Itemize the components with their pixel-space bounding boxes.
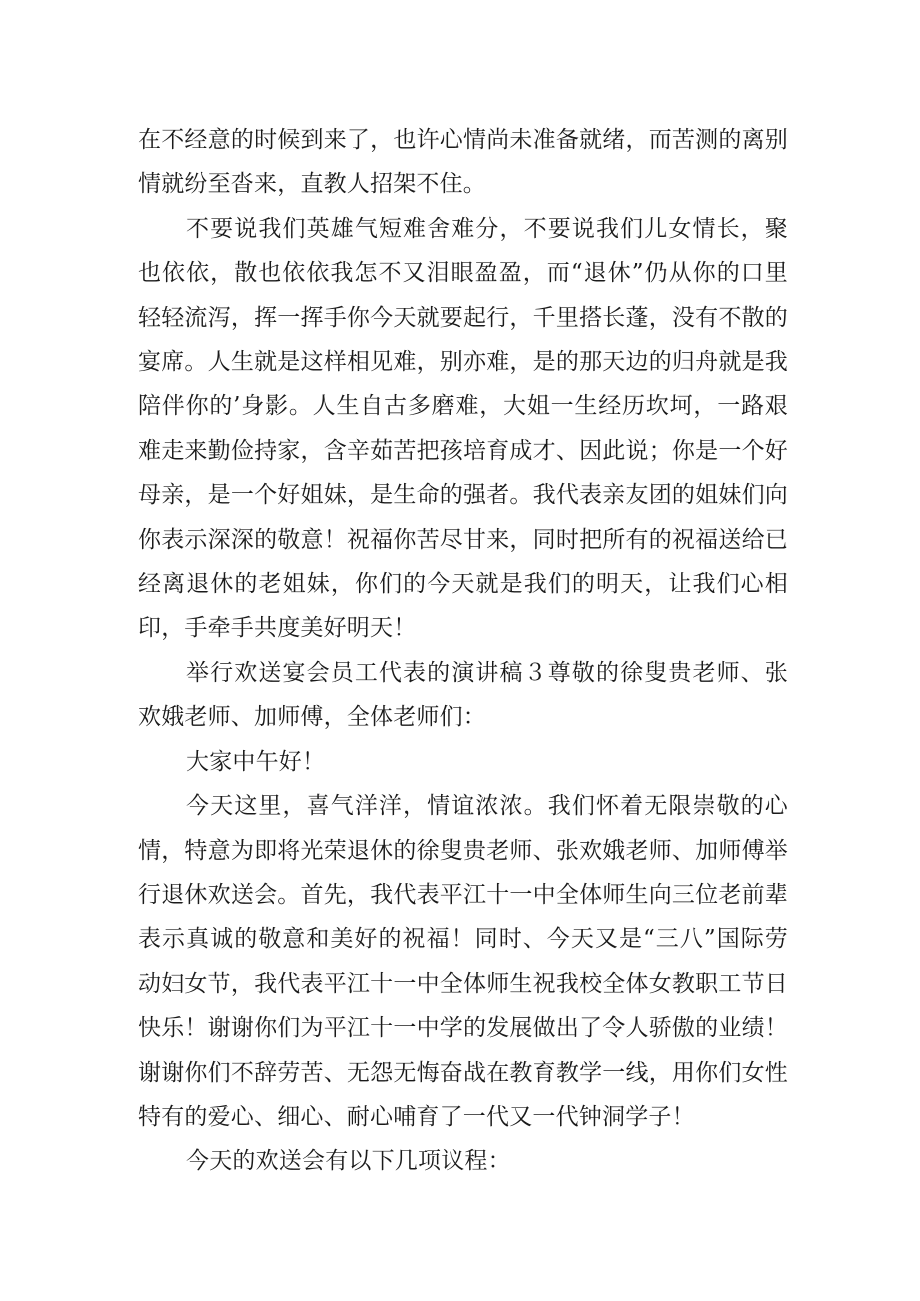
paragraph-speech-body: 今天这里，喜气洋洋，情谊浓浓。我们怀着无限崇敬的心情，特意为即将光荣退休的徐叟贵老师、张欢娥老师、加师傅举行退休欢送会。首先，我代表平江十一中全体师生向三位老前辈表示真诚的敬意和美好的祝福！同时、今天又是“三八”国际劳动妇女节，我代表平江十一中全体师生祝我校全体女教职工节日快乐！谢谢你们为平江十一中学的发展做出了令人骄傲的业绩！谢谢你们不辞劳苦、无怨无悔奋战在教育教学一线，用你们女性特有的爱心、细心、耐心哺育了一代又一代钟洞学子！ [138,793,788,1130]
paragraph-continuation: 在不经意的时候到来了，也许心情尚未准备就绪，而苦测的离别情就纷至沓来，直教人招架不住。 [138,127,788,198]
paragraph-farewell-message: 不要说我们英雄气短难舍难分，不要说我们儿女情长，聚也依依，散也依依我怎不又泪眼盈盈，而“退休”仍从你的口里轻轻流泻，挥一挥手你今天就要起行，千里搭长蓬，没有不散的宴席。人生就是这样相见难，别亦难，是的那天边的归舟就是我陪伴你的’身影。人生自古多磨难，大姐一生经历坎坷，一路艰难走来勤俭持家，含辛茹苦把孩培育成才、因此说；你是一个好母亲，是一个好姐妹，是生命的强者。我代表亲友团的姐妹们向你表示深深的敬意！祝福你苦尽甘来，同时把所有的祝福送给已经离退休的老姐妹，你们的今天就是我们的明天，让我们心相印，手牵手共度美好明天！ [138,215,788,642]
paragraph-greeting: 大家中午好！ [186,748,326,775]
paragraph-speech-heading: 举行欢送宴会员工代表的演讲稿３尊敬的徐叟贵老师、张欢娥老师、加师傅，全体老师们： [138,659,788,731]
paragraph-agenda-intro: 今天的欢送会有以下几项议程： [186,1148,511,1175]
document-body [138,118,788,1184]
